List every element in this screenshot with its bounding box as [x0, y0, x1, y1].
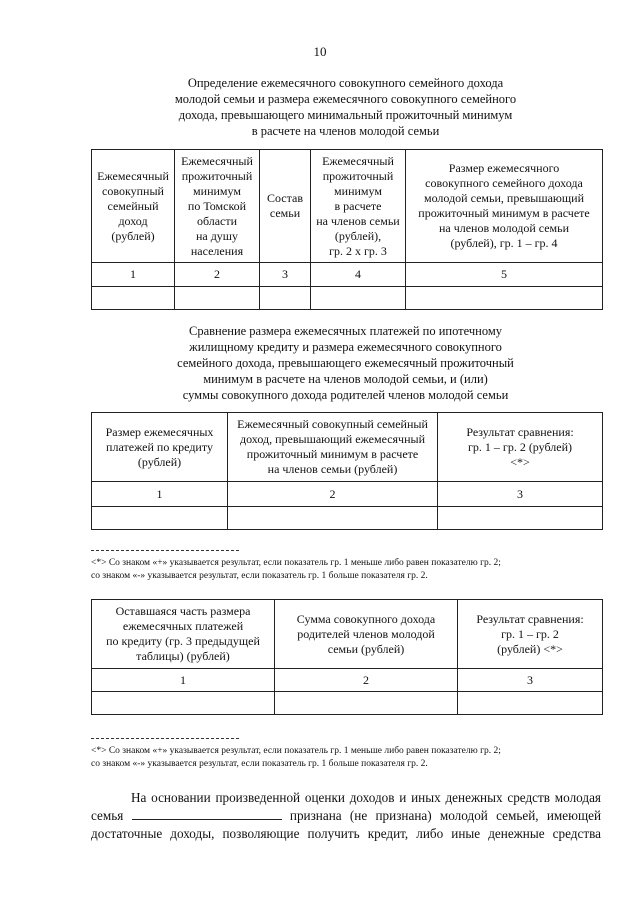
column-number: 1	[92, 482, 228, 507]
paragraph-line: достаточные доходы, позволяющие получить кредит, либо иные денежные средства	[91, 826, 601, 841]
header-line: минимум	[334, 183, 382, 198]
section2-heading	[90, 323, 601, 403]
col-header-5	[406, 150, 603, 263]
header-line: области	[196, 213, 238, 228]
header-line: родителей членов молодой	[297, 626, 435, 641]
heading-line: Сравнение размера ежемесячных платежей по ипотечному	[188, 324, 503, 338]
header-line: платежей по кредиту	[106, 439, 213, 454]
column-number: 3	[438, 482, 603, 507]
header-line: Размер ежемесячного	[448, 161, 560, 175]
header-line: Ежемесячный	[97, 168, 169, 183]
header-line: ежемесячных платежей	[122, 619, 244, 633]
column-number: 3	[260, 263, 311, 287]
header-line: гр. 1 – гр. 2	[501, 626, 559, 641]
heading-line: дохода, превышающего минимальный прожиточный минимум	[178, 108, 513, 122]
heading-line: Определение ежемесячного совокупного семейного дохода	[187, 76, 504, 90]
header-line: семейный	[107, 198, 159, 213]
footnote-line: со знаком «-» указывается результат, если показатель гр. 1 больше показателя гр. 2.	[91, 759, 428, 769]
column-number: 2	[228, 482, 438, 507]
col-header-1	[92, 413, 228, 482]
empty-cell	[458, 692, 603, 715]
col-header-2	[175, 150, 260, 263]
header-line: Состав	[266, 191, 303, 205]
header-line: Оставшаяся часть размера	[115, 604, 251, 618]
page-number: 10	[313, 44, 327, 59]
empty-cell	[260, 287, 311, 310]
empty-cell	[92, 692, 275, 715]
col-header-2	[228, 413, 438, 482]
header-line: таблицы) (рублей)	[136, 649, 230, 663]
paragraph-line	[91, 807, 601, 825]
heading-line: в расчете на членов молодой семьи	[251, 124, 440, 138]
header-line: Сумма совокупного дохода	[296, 611, 436, 626]
header-line: Ежемесячный совокупный семейный	[237, 417, 428, 431]
header-line: (рублей) <*>	[497, 641, 563, 656]
header-line: на членов молодой семьи	[438, 221, 570, 235]
paragraph-line: На основании произведенной оценки доходов и иных денежных средств молодая	[131, 790, 601, 805]
paragraph-text: семья	[91, 808, 124, 823]
empty-cell	[438, 507, 603, 530]
conclusion-paragraph	[91, 789, 601, 843]
header-line: <*>	[510, 454, 530, 469]
header-line: доход, превышающий ежемесячный	[240, 432, 425, 446]
header-line: совокупного семейного дохода	[425, 176, 583, 190]
footnote-2	[91, 745, 601, 771]
heading-line: жилищному кредиту и размера ежемесячного совокупного	[189, 340, 502, 354]
heading-line: молодой семьи и размера ежемесячного совокупного семейного	[174, 92, 517, 106]
header-line: (рублей)	[111, 228, 155, 243]
col-header-3	[438, 413, 603, 482]
header-line: на членов семьи	[316, 213, 400, 228]
header-line: (рублей), гр. 1 – гр. 4	[450, 236, 558, 250]
col-header-1	[92, 150, 175, 263]
header-line: прожиточный	[322, 168, 394, 183]
empty-cell	[228, 507, 438, 530]
header-line: прожиточный	[181, 168, 253, 183]
header-line: Ежемесячный	[322, 153, 394, 168]
header-line: прожиточный минимум в расчете	[246, 447, 419, 461]
parents-income-table	[91, 599, 603, 715]
column-number: 5	[406, 263, 603, 287]
column-number: 2	[175, 263, 260, 287]
header-line: (рублей)	[137, 454, 182, 469]
header-line: по Томской	[187, 198, 247, 213]
income-table	[91, 149, 603, 310]
col-header-3	[458, 600, 603, 669]
heading-line: семейного дохода, превышающего ежемесячный прожиточный	[177, 356, 514, 370]
header-line: по кредиту (гр. 3 предыдущей	[106, 634, 260, 648]
header-line: гр. 1 – гр. 2 (рублей)	[467, 439, 573, 454]
header-line: населения	[190, 243, 244, 258]
empty-cell	[92, 287, 175, 310]
col-header-4	[311, 150, 406, 263]
header-line: минимум	[193, 183, 241, 198]
column-number: 4	[311, 263, 406, 287]
header-line: доход	[118, 213, 148, 228]
family-name-blank[interactable]	[132, 807, 282, 820]
empty-cell	[311, 287, 406, 310]
column-number: 1	[92, 263, 175, 287]
header-line: Ежемесячный	[181, 153, 253, 168]
header-line: семьи	[269, 206, 301, 220]
header-line: семьи (рублей)	[327, 641, 405, 656]
footnote-separator	[91, 738, 239, 739]
footnote-1	[91, 557, 601, 583]
section1-heading	[90, 75, 601, 139]
header-line: Результат сравнения:	[476, 611, 584, 626]
footnote-line: <*> Со знаком «+» указывается результат, если показатель гр. 1 меньше либо равен показателю гр. 2;	[91, 558, 501, 568]
column-number: 1	[92, 669, 275, 692]
header-line: совокупный	[102, 183, 164, 198]
payment-comparison-table	[91, 412, 603, 530]
empty-cell	[92, 507, 228, 530]
empty-cell	[175, 287, 260, 310]
header-line: прожиточный минимум в расчете	[418, 206, 590, 220]
column-number: 2	[275, 669, 458, 692]
header-line: молодой семьи, превышающий	[424, 191, 584, 205]
footnote-line: со знаком «-» указывается результат, если показатель гр. 1 больше показателя гр. 2.	[91, 571, 428, 581]
heading-line: минимум в расчете на членов молодой семьи, и (или)	[203, 372, 488, 386]
heading-line: суммы совокупного дохода родителей членов молодой семьи	[182, 388, 509, 402]
header-line: на членов семьи (рублей)	[267, 462, 398, 476]
col-header-2	[275, 600, 458, 669]
col-header-1	[92, 600, 275, 669]
header-line: Размер ежемесячных	[105, 424, 214, 439]
header-line: в расчете	[334, 198, 382, 213]
footnote-line: <*> Со знаком «+» указывается результат, если показатель гр. 1 меньше либо равен показателю гр. 2;	[91, 746, 501, 756]
header-line: (рублей),	[334, 228, 382, 243]
empty-cell	[275, 692, 458, 715]
paragraph-text: признана (не признана) молодой семьей, имеющей	[289, 808, 602, 823]
footnote-separator	[91, 550, 239, 551]
header-line: на душу	[195, 228, 239, 243]
empty-cell	[406, 287, 603, 310]
col-header-3	[260, 150, 311, 263]
column-number: 3	[458, 669, 603, 692]
header-line: Результат сравнения:	[466, 424, 574, 439]
header-line: гр. 2 x гр. 3	[329, 243, 387, 258]
